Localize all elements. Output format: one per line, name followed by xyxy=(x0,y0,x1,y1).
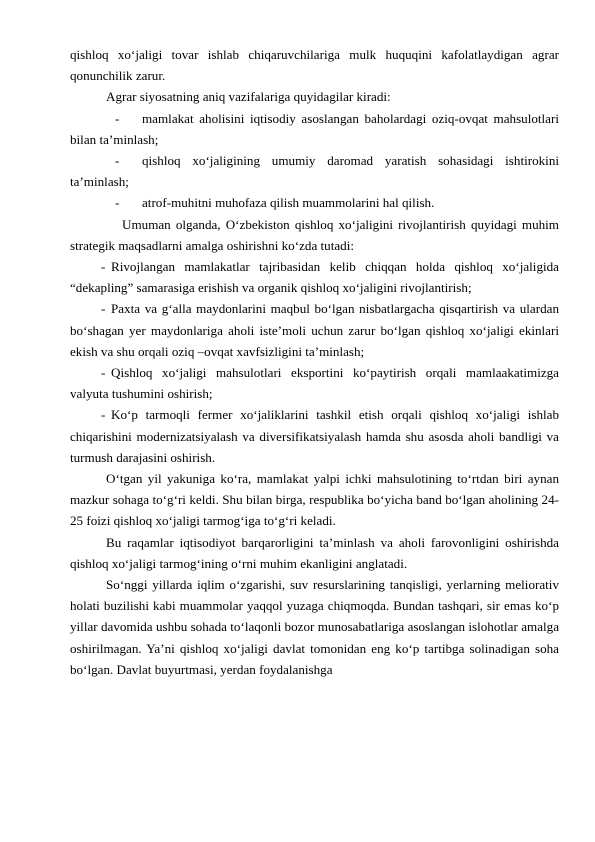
list-item xyxy=(70,256,559,298)
list-item-text: Ko‘p tarmoqli fermer xo‘jaliklarini tashkil etish orqali qishloq xo‘jaligi ishlab chiqarishini modernizatsiyalash va diversifikatsiyalash hamda shu asosda aholi bandligi va turmush darajasini oshirish. xyxy=(70,407,559,465)
paragraph-significance: Bu raqamlar iqtisodiyot barqarorligini ta’minlash va aholi farovonligini oshirishda qishloq xo‘jaligi tarmog‘ining o‘rni muhim ekanligini anglatadi. xyxy=(70,534,559,571)
list-item-text: qishloq xo‘jaligining umumiy daromad yaratish sohasidagi ishtirokini ta’minlash; xyxy=(70,153,559,190)
list-item xyxy=(70,362,559,404)
list-item xyxy=(70,298,559,362)
bullet-dash: - xyxy=(115,110,120,126)
bullet-dash: - xyxy=(101,407,106,423)
list-item xyxy=(70,404,559,468)
bullet-dash: - xyxy=(101,259,106,275)
list-item-text: atrof-muhitni muhofaza qilish muammolarini hal qilish. xyxy=(142,195,435,211)
paragraph-problems: So‘nggi yillarda iqlim o‘zgarishi, suv resurslarining tanqisligi, yerlarning meliorativ holati buzilishi kabi muammolar yaqqol yuzaga chiqmoqda. Bundan tashqari, sir emas ko‘p yillar davomida ushbu sohada to‘laqonli bozor munosabatlariga asoslangan islohotlar amalga oshirilmagan. Ya’ni qishloq xo‘jaligi davlat tomonidan eng ko‘p tartibga solinadigan soha bo‘lgan. Davlat buyurtmasi, yerdan foydalanishga xyxy=(70,577,559,677)
bullet-dash: - xyxy=(101,365,106,381)
list-item xyxy=(70,192,559,213)
document-page xyxy=(70,44,559,680)
paragraph-gdp-share: O‘tgan yil yakuniga ko‘ra, mamlakat yalpi ichki mahsulotining to‘rtdan biri aynan mazkur sohaga to‘g‘ri keldi. Shu bilan birga, respublika bo‘yicha band bo‘lgan aholining 24-25 foizi qishloq xo‘jaligi tarmog‘iga to‘g‘ri keladi. xyxy=(70,471,559,529)
list-item-text: Rivojlangan mamlakatlar tajribasidan kelib chiqqan holda qishloq xo‘jaligida “dekapling” samarasiga erishish va organik qishloq xo‘jaligini rivojlantirish; xyxy=(70,259,559,296)
bullet-dash: - xyxy=(115,195,120,211)
list-item xyxy=(70,150,559,192)
paragraph-intro: qishloq xo‘jaligi tovar ishlab chiqaruvchilariga mulk huquqini kafolatlaydigan agrar qonunchilik zarur. xyxy=(70,47,559,84)
bullet-dash: - xyxy=(101,301,106,317)
list-item-text: mamlakat aholisini iqtisodiy asoslangan baholardagi oziq-ovqat mahsulotlari bilan ta’minlash; xyxy=(70,110,559,147)
paragraph-strategic-goals: Umuman olganda, O‘zbekiston qishloq xo‘jaligini rivojlantirish quyidagi muhim strategik maqsadlarni amalga oshirishni ko‘zda tutadi: xyxy=(70,216,559,253)
bullet-dash: - xyxy=(115,153,120,169)
list-item xyxy=(70,108,559,150)
list-item-text: Paxta va g‘alla maydonlarini maqbul bo‘lgan nisbatlargacha qisqartirish va ulardan bo‘shagan yer maydonlariga aholi iste’moli uchun zarur bo‘lgan qishloq xo‘jaligi ekinlari ekish va shu orqali oziq –ovqat xavfsizligini ta’minlash; xyxy=(70,301,559,359)
list-item-text: Qishloq xo‘jaligi mahsulotlari eksportini ko‘paytirish orqali mamlaakatimizga valyuta tushumini oshirish; xyxy=(70,365,559,402)
paragraph-tasks-heading: Agrar siyosatning aniq vazifalariga quyidagilar kiradi: xyxy=(106,89,391,105)
